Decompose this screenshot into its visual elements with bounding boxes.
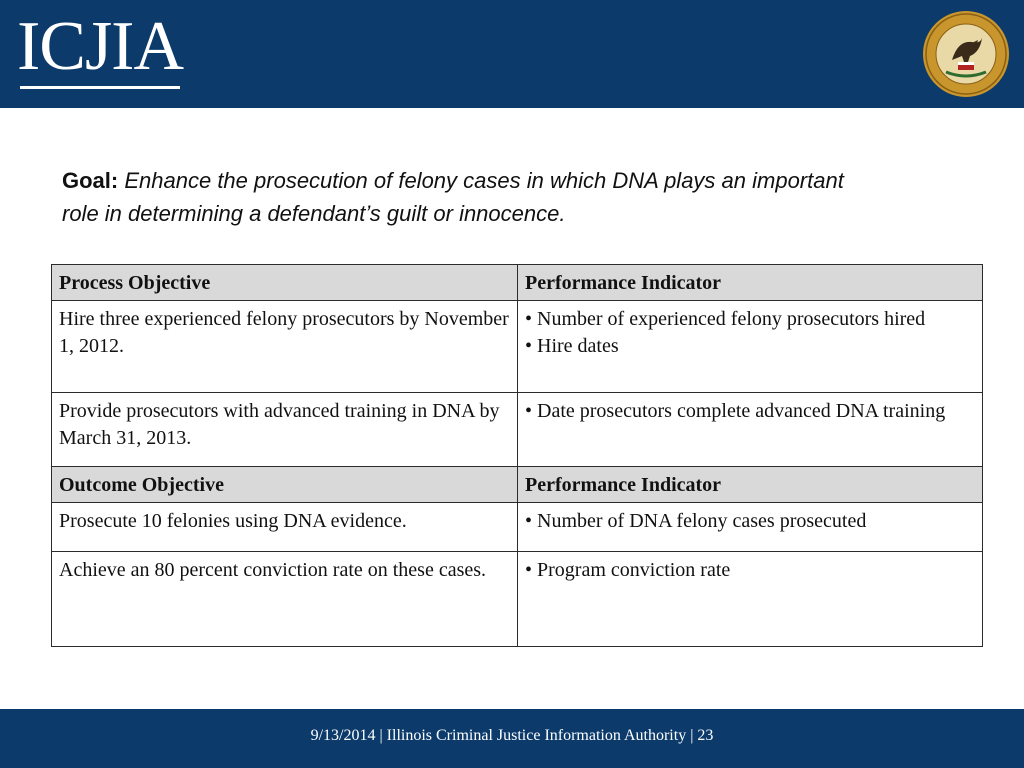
goal-label: Goal: [62,168,119,193]
objective-cell: Prosecute 10 felonies using DNA evidence. [52,503,518,552]
logo-text: ICJIA [16,8,184,85]
header-cell-process-objective: Process Objective [52,265,518,301]
table-header-row [52,265,983,301]
header-cell-outcome-objective: Outcome Objective [52,467,518,503]
objective-cell: Achieve an 80 percent conviction rate on these cases. [52,552,518,647]
table-row [52,393,983,467]
footer-banner [0,709,1024,768]
objective-cell: Hire three experienced felony prosecutors by November 1, 2012. [52,301,518,393]
indicator-item: • Program conviction rate [525,559,731,581]
indicator-cell [518,552,983,647]
illinois-state-seal-icon [922,10,1010,98]
goal-text: Enhance the prosecution of felony cases in which DNA plays an important role in determining a defendant’s guilt or innocence. [62,168,844,226]
icjia-logo [16,10,184,94]
objective-cell: Provide prosecutors with advanced training in DNA by March 31, 2013. [52,393,518,467]
indicator-cell [518,393,983,467]
indicator-item: • Number of experienced felony prosecutors hired [525,308,926,330]
indicator-cell [518,503,983,552]
indicator-cell [518,301,983,393]
header-banner [0,0,1024,108]
objectives-table [51,264,983,647]
logo-underline [20,86,180,89]
indicator-item: • Date prosecutors complete advanced DNA training [525,400,946,422]
goal-statement [62,164,862,230]
table-header-row [52,467,983,503]
indicator-item: • Number of DNA felony cases prosecuted [525,510,867,532]
footer-text: 9/13/2014 | Illinois Criminal Justice Information Authority | 23 [310,727,714,744]
table-row [52,503,983,552]
header-cell-performance-indicator: Performance Indicator [518,265,983,301]
indicator-item: • Hire dates [525,335,619,357]
table-row [52,301,983,393]
header-cell-performance-indicator: Performance Indicator [518,467,983,503]
table-row [52,552,983,647]
